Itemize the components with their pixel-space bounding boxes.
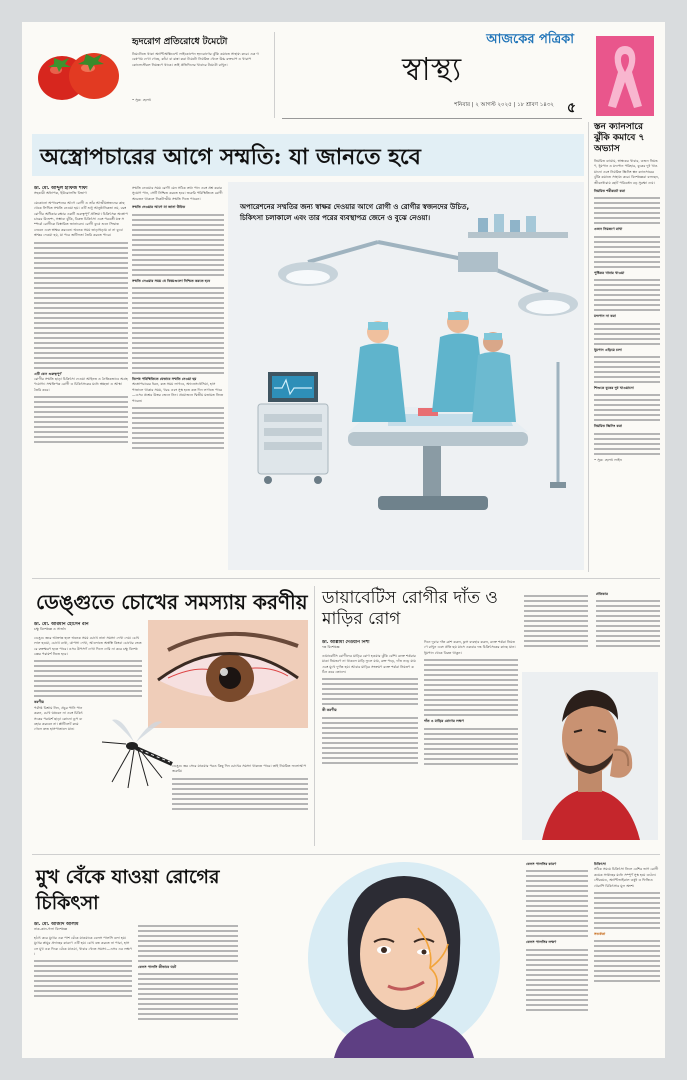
- dengue-body-3: ডেঙ্গু জ্বর সেরে যাওয়ার পরও কিছু দিন চোখের সমস্যা থাকতে পারে। তাই নিয়মিত ফলোআপ জরুরি।: [172, 764, 307, 774]
- breast-cancer-logo: [596, 36, 654, 116]
- newspaper-page: [22, 22, 665, 1058]
- surgery-subhead-2: সম্মতি দেওয়ার আগে যা জানা উচিত: [132, 205, 186, 210]
- diabetes-column-1: [322, 640, 418, 840]
- dengue-subhead: করণীয়: [34, 700, 44, 705]
- facial-body-2: সঠিক সময়ে চিকিৎসা নিলে বেশির ভাগ রোগী কয়েক সপ্তাহের মধ্যে সম্পূর্ণ সুস্থ হয়ে ওঠেন। স্টেরয়েড, অ্যান্টিভাইরাল ওষুধ ও ফিজিওথেরাপি চিকিৎসার মূল অংশ।: [594, 867, 659, 888]
- surgery-subhead-3: সম্মতি নেওয়ার সময় যে বিষয়গুলো নিশ্চিত করতে হবে: [132, 278, 211, 283]
- facial-subhead-3: চিকিৎসা: [594, 862, 606, 866]
- issue-date: শনিবার | ২ আগস্ট ২০২৫ | ১৮ শ্রাবণ ১৪৩২: [454, 102, 554, 108]
- face-palsy-illustration: [284, 858, 524, 1058]
- surgery-subtitle: অপারেশনের সম্মতির জন্য স্বাক্ষর দেওয়ার আগে রোগী ও রোগীর স্বজনদের উচিত, চিকিৎসা চলাকালে এবং তার পরের ব্যবস্থাপত্র জেনে ও বুঝে নেওয়া।: [240, 203, 470, 222]
- dengue-column-2: [172, 764, 308, 840]
- diabetes-body-2: দিনে দুবার দাঁত ব্রাশ করুন, ফ্লস ব্যবহার করুন, রক্তে শর্করা নিয়ন্ত্রণে রাখুন এবং প্রতি ছয় মাসে একবার দন্ত চিকিৎসকের কাছে যান। ধূমপান থেকে বিরত থাকুন।: [424, 640, 516, 655]
- surgery-body-1: যেকোনো অপারেশনের আগে রোগী ও তাঁর আত্মীয়স্বজনের কাছ থেকে লিখিত সম্মতি নেওয়া হয়। এটি শুধু আনুষ্ঠানিকতা নয়, বরং রোগীর অধিকার রক্ষার একটি গুরুত্বপূর্ণ প্রক্রিয়া। চিকিৎসক অস্ত্রোপচারের উদ্দেশ্য, সম্ভাব্য ঝুঁকি, বিকল্প চিকিৎসা এবং পরবর্তী যত্ন সম্পর্কে রোগীকে বিস্তারিত জানাবেন। রোগী বুঝে শুনে সিদ্ধান্ত নেবেন এবং স্বাক্ষর করবেন। অনেক সময় তাড়াহুড়ায় বা না বুঝে স্বাক্ষর দেওয়া হয়, যা পরে জটিলতা তৈরি করতে পারে।: [34, 200, 128, 238]
- facial-column-2: [138, 922, 238, 1052]
- diabetes-column-2: [424, 640, 518, 840]
- surgery-body-2b: অস্ত্রোপচারের ধরন, কত সময় লাগবে, অ্যানেসথেসিয়া, হাসপাতালে থাকার সময়, খরচ এবং সুস্থ হতে কত দিন লাগতে পারে—এসব প্রশ্নের উত্তর জেনে নিন। প্রয়োজনে দ্বিতীয় মতামত নিতে পারেন।: [132, 382, 224, 403]
- masthead: [282, 30, 582, 122]
- surgery-body-1b: রোগীর সম্মতি ছাড়া চিকিৎসা দেওয়া আইনত ও নৈতিকভাবে অগ্রহণযোগ্য। সম্মতিপত্র রোগী ও চিকিৎসকের মধ্যে স্বচ্ছতা ও আস্থা তৈরি করে।: [34, 377, 128, 392]
- list-item: নিয়মিত স্ক্রিনিং করা: [594, 424, 622, 429]
- surgery-column-1: [34, 186, 128, 570]
- surgery-author: ডা. মো. আব্দুল হাফিজ শাফী: [34, 186, 88, 191]
- dengue-author: ডা. মো. আরমান হোসেন রনি: [34, 622, 89, 627]
- diabetes-column-3: [524, 592, 660, 662]
- dengue-headline: ডেঙ্গুতে চোখের সমস্যায় করণীয়: [36, 590, 308, 614]
- diabetes-subhead-1: কী করণীয়: [322, 708, 337, 713]
- tomato-title: হৃদরোগ প্রতিরোধে টমেটো: [132, 37, 228, 47]
- dengue-body: ডেঙ্গু জ্বরে আক্রান্ত হলে অনেক সময় চোখে নানা সমস্যা দেখা দেয়। চোখ লাল হওয়া, চোখে ব্যথা, ঝাপসা দেখা, আলোতে অস্বস্তি কিংবা চোখের ভেতরে রক্তক্ষরণ হতে পারে। এসব উপসর্গ দেখা দিলে দেরি না করে চক্ষু বিশেষজ্ঞের পরামর্শ নিতে হবে।: [34, 635, 142, 657]
- diabetes-subhead-2: দাঁত ও মাড়ির রোগের লক্ষণ: [424, 719, 464, 724]
- facial-author-role: নাক-কান-গলা বিশেষজ্ঞ: [34, 927, 68, 932]
- surgery-body-2: সম্মতি নেওয়ার সময় রোগী যেন সঠিক তথ্য পান এবং প্রশ্ন করার সুযোগ পান, সেটি নিশ্চিত করতে হবে। জরুরি পরিস্থিতিতে রোগী অচেতন থাকলে নিকটাত্মীয় সম্মতি দিতে পারেন।: [132, 186, 223, 201]
- toothache-image: [522, 672, 658, 840]
- facial-palsy-headline: মুখ বেঁকে যাওয়া রোগের চিকিৎসা: [36, 866, 220, 914]
- breast-cancer-source: • সূত্র: হেলথ লাইন: [594, 457, 622, 462]
- facial-column-3: [526, 862, 588, 1052]
- operating-room-illustration: [228, 182, 584, 570]
- list-item: পুষ্টিকর খাবার খাওয়া: [594, 270, 625, 275]
- facial-column-4: [594, 862, 660, 1052]
- list-item: ধূমপান এড়িয়ে চলা: [594, 347, 622, 352]
- breast-cancer-column: [594, 122, 660, 570]
- tomato-body: টমেটোতে থাকা অ্যান্টিঅক্সিডেন্ট লাইকোপেন হৃদরোগের ঝুঁকি কমাতে সাহায্য করে। এক গবেষণায় দেখা গেছে, কাঁচা বা রান্না করা টমেটো নিয়মিত খেলে উচ্চ রক্তচাপ ও খারাপ কোলেস্টেরল নিয়ন্ত্রণে থাকে। তাই প্রতিদিনের খাবারে টমেটো রাখুন।: [132, 52, 259, 67]
- dengue-author-role: চক্ষু বিশেষজ্ঞ ও সার্জন: [34, 627, 66, 632]
- facial-subhead-mid: বেলস পালসি কীভাবে ঘটে: [138, 965, 177, 969]
- surgery-subhead-4: বিশেষ পরিস্থিতিতে যেভাবে সম্মতি নেওয়া হয়: [132, 377, 197, 382]
- breast-cancer-list: [594, 189, 660, 455]
- facial-subhead-4: সতর্কতা: [594, 932, 606, 937]
- facial-column-1: [34, 922, 132, 1052]
- facial-subhead-2: বেলস পালসির লক্ষণ: [526, 940, 557, 945]
- paper-name: আজকের পত্রিকা: [486, 32, 574, 47]
- list-item: শিশুকে বুকের দুধ খাওয়ানো: [594, 386, 634, 391]
- surgery-illustration: [228, 182, 584, 570]
- list-item: নিয়মিত শরীরচর্চা করা: [594, 189, 626, 194]
- face-illustration: [284, 858, 524, 1058]
- diabetes-headline: ডায়াবেটিস রোগীর দাঁত ও মাড়ির রোগ: [322, 588, 498, 629]
- list-item: ওজন নিয়ন্ত্রণে রাখা: [594, 227, 623, 232]
- breast-cancer-title: স্তন ক্যানসারে ঝুঁকি কমাবে ৭ অভ্যাস: [594, 122, 645, 154]
- list-item: মদ্যপান না করা: [594, 314, 616, 319]
- page-number: ৫: [566, 100, 576, 116]
- dengue-column-1: [34, 622, 142, 840]
- surgery-headline: অস্ত্রোপচারের আগে সম্মতি: যা জানতে হবে: [40, 144, 421, 170]
- facial-subhead-1: বেলস পালসির কারণ: [526, 862, 557, 866]
- tomato-icon: [32, 40, 124, 104]
- diabetes-subhead-3: প্রতিকার: [596, 592, 608, 596]
- diabetes-author: ডা. আল্লামা দেওয়ান নিশী: [322, 640, 370, 645]
- diabetes-body: ডায়াবেটিস রোগীদের মাড়ির রোগ হওয়ার ঝুঁকি বেশি। রক্তে শর্করার মাত্রা নিয়ন্ত্রণে না থাকলে মাড়ি ফুলে যায়, রক্ত পড়ে, দাঁত নড়ে যায় এবং মুখে দুর্গন্ধ হয়। আবার মাড়ির সংক্রমণ রক্তে শর্করা নিয়ন্ত্রণ কঠিন করে তোলে।: [322, 653, 416, 675]
- surgery-column-2: [132, 186, 224, 570]
- surgery-subhead-1: এটি কেন গুরুত্বপূর্ণ: [34, 371, 62, 376]
- tomato-box: [32, 34, 267, 112]
- facial-author: ডা. মো. আজাদ আলীম: [34, 922, 79, 927]
- man-toothache-illustration: [522, 672, 658, 840]
- diabetes-author-role: দন্ত বিশেষজ্ঞ: [322, 645, 340, 650]
- pink-ribbon-icon: [596, 36, 654, 116]
- surgery-author-role: সহকারী অধ্যাপক, ইউরোলজি বিভাগ: [34, 191, 87, 196]
- dengue-body-2: পর্যাপ্ত বিশ্রাম নিন, প্রচুর পানি পান করুন, চোখ ঘষবেন না এবং চিকিৎসকের পরামর্শ ছাড়া কোনো ড্রপ ব্যবহার করবেন না। প্লাটিলেট কমে গেলে দ্রুত হাসপাতালে যান।: [34, 705, 83, 732]
- tomato-source: • সূত্র: হেলথ: [132, 98, 151, 102]
- facial-body: হঠাৎ করে মুখের এক পাশ বেঁকে যাওয়াকে বেলস পালসি বলা হয়। মুখের স্নায়ুর প্রদাহের কারণে এটি হয়। চোখ বন্ধ করতে না পারা, হাসলে মুখ এক দিকে বেঁকে যাওয়া, খাবার খেতে সমস্যা—এসব এর লক্ষণ।: [34, 935, 132, 957]
- breast-cancer-intro: নিয়মিত ব্যায়াম, স্বাস্থ্যকর খাবার, ওজন নিয়ন্ত্রণ, ধূমপান ও মদ্যপান পরিহার, বুকের দুধ খাওয়ানো এবং নিয়মিত স্ক্রিনিং স্তন ক্যানসারের ঝুঁকি কমাতে সাহায্য করে। বিশেষজ্ঞরা বলছেন, জীবনধারায় ছোট পরিবর্তন বড় সুরক্ষা দেয়।: [594, 159, 659, 185]
- section-title: স্বাস্থ্য: [402, 50, 462, 88]
